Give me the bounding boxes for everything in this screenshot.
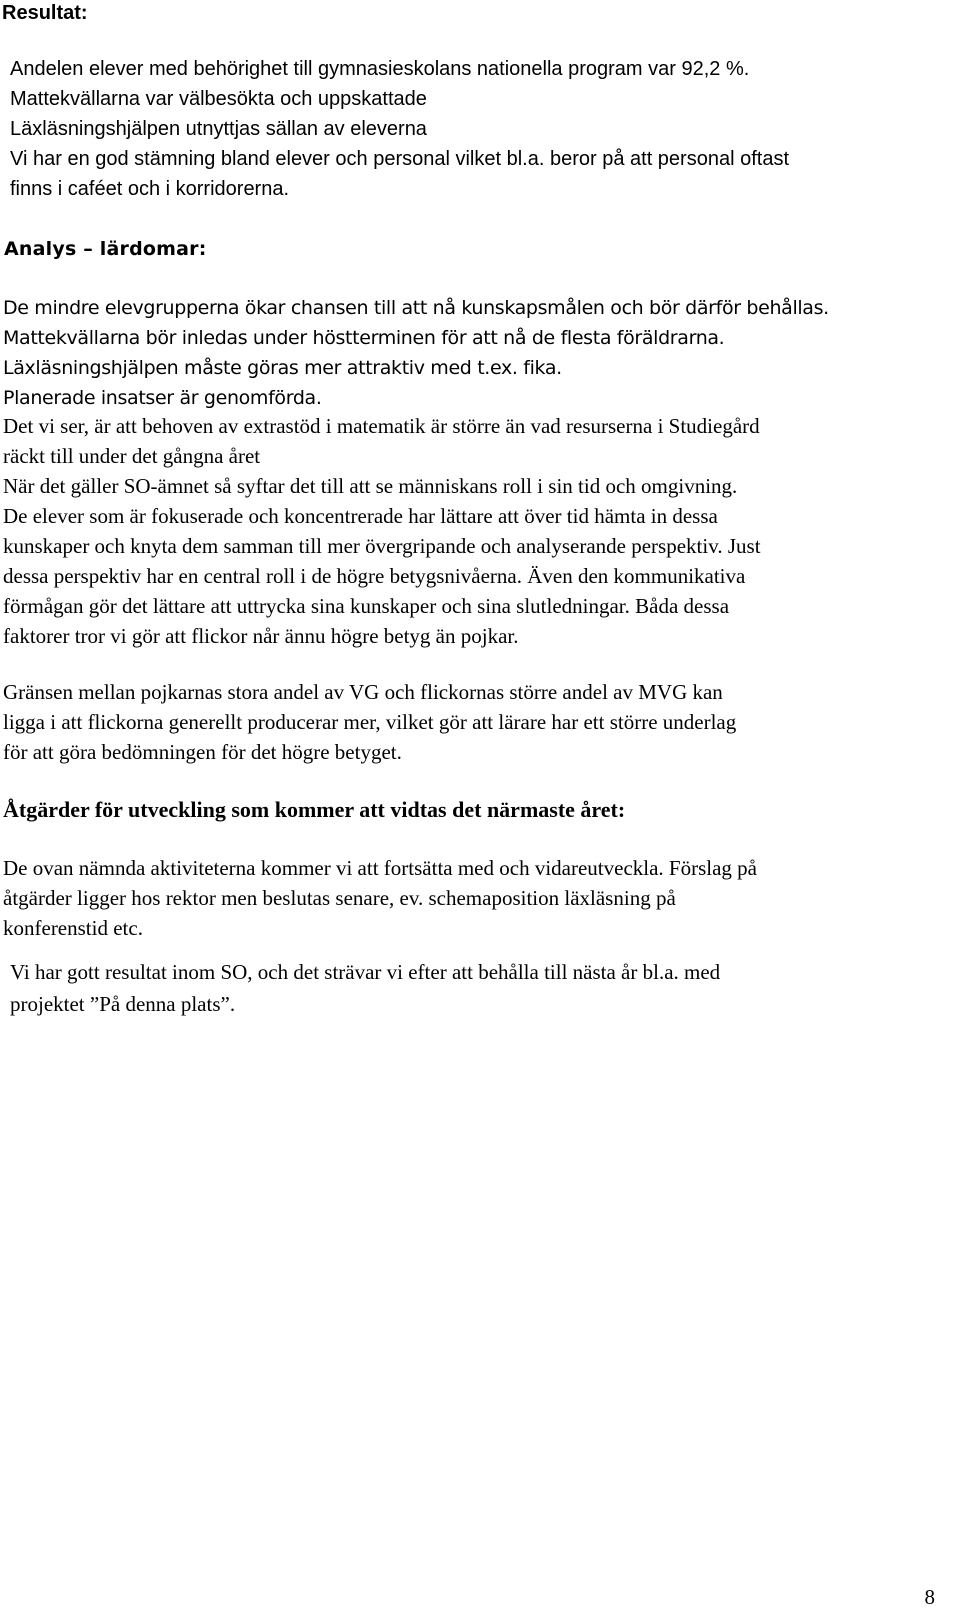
gransen-line: för att göra bedömningen för det högre betyget. [3, 740, 402, 764]
atgarder-line: åtgärder ligger hos rektor men beslutas senare, ev. schemaposition läxläsning på [3, 886, 676, 910]
discussion-line: kunskaper och knyta dem samman till mer övergripande och analyserande perspektiv. Just [3, 534, 761, 558]
resultat-line: Andelen elever med behörighet till gymnasieskolans nationella program var 92,2 %. [10, 58, 750, 80]
resultat-line: Läxläsningshjälpen utnyttjas sällan av eleverna [10, 118, 427, 140]
closing-line: projektet ”På denna plats”. [10, 992, 236, 1016]
page-number: 8 [924, 1585, 935, 1609]
resultat-heading: Resultat: [2, 2, 88, 24]
discussion-line: förmågan gör det lättare att uttrycka sina kunskaper och sina slutledningar. Båda dessa [3, 594, 730, 618]
resultat-line: Mattekvällarna var välbesökta och uppskattade [10, 88, 427, 110]
resultat-line: Vi har en god stämning bland elever och personal vilket bl.a. beror på att personal oftast [10, 148, 789, 170]
analys-line: Läxläsningshjälpen måste göras mer attraktiv med t.ex. fika. [3, 357, 562, 379]
discussion-line: faktorer tror vi gör att flickor når ännu högre betyg än pojkar. [3, 624, 519, 648]
resultat-text [10, 54, 960, 204]
gransen-line: ligga i att flickorna generellt producerar mer, vilket gör att lärare har ett större underlag [3, 710, 737, 734]
discussion-line: dessa perspektiv har en central roll i de högre betygsnivåerna. Även den kommunikativa [3, 564, 746, 588]
discussion-line: Det vi ser, är att behoven av extrastöd i matematik är större än vad resurserna i Studiegård [3, 414, 760, 438]
atgarder-line: De ovan nämnda aktiviteterna kommer vi att fortsätta med och vidareutveckla. Förslag på [3, 856, 757, 880]
closing-line: Vi har gott resultat inom SO, och det strävar vi efter att behålla till nästa år bl.a. med [10, 960, 721, 984]
discussion-text [3, 411, 958, 651]
analys-line: De mindre elevgrupperna ökar chansen till att nå kunskapsmålen och bör därför behållas. [3, 297, 829, 319]
analys-line: Planerade insatser är genomförda. [3, 387, 322, 409]
atgarder-line: konferenstid etc. [3, 916, 143, 940]
discussion-line: räckt till under det gångna året [3, 444, 261, 468]
discussion-line: De elever som är fokuserade och koncentrerade har lättare att över tid hämta in dessa [3, 504, 718, 528]
gransen-line: Gränsen mellan pojkarnas stora andel av VG och flickornas större andel av MVG kan [3, 680, 723, 704]
closing-text [10, 956, 960, 1020]
discussion-line: När det gäller SO-ämnet så syftar det till att se människans roll i sin tid och omgivning. [3, 474, 738, 498]
atgarder-heading: Åtgärder för utveckling som kommer att vidtas det närmaste året: [3, 797, 626, 822]
analys-heading: Analys – lärdomar: [4, 238, 207, 260]
atgarder-text [3, 853, 958, 943]
analys-line: Mattekvällarna bör inledas under höstterminen för att nå de flesta föräldrarna. [3, 327, 725, 349]
gransen-text [3, 677, 958, 767]
resultat-line: finns i caféet och i korridorerna. [10, 178, 290, 200]
analys-text [3, 293, 958, 413]
